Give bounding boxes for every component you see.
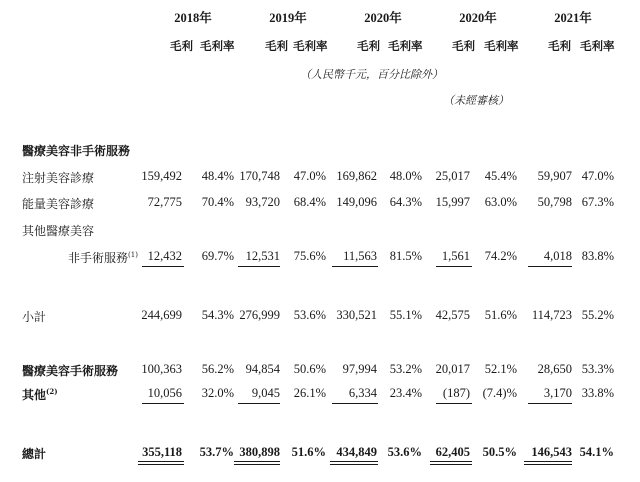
- gross-profit-2020: 434,849: [336, 445, 377, 459]
- gross-profit-2020-interim: (187): [442, 386, 470, 400]
- gross-profit-2021: 146,543: [531, 445, 572, 459]
- section-title-non-surgical: 醫療美容非手術服務: [22, 144, 131, 158]
- gross-margin-2020-interim: 52.1%: [484, 362, 517, 376]
- gross-margin-2020-interim: 74.2%: [484, 249, 517, 263]
- gross-margin-2020-interim: 63.0%: [484, 195, 517, 209]
- gross-margin-2021: 54.1%: [579, 445, 614, 459]
- double-underline-top: [138, 461, 184, 462]
- gross-margin-2020: 55.1%: [389, 308, 422, 322]
- gross-profit-2020-interim: 62,405: [435, 445, 470, 459]
- gross-margin-2019: 68.4%: [293, 195, 326, 209]
- row-label-surgical: 醫療美容手術服務: [22, 364, 119, 378]
- underline: [528, 266, 572, 267]
- row-label-energy: 能量美容診療: [22, 197, 95, 211]
- gross-profit-2020: 97,994: [342, 362, 377, 376]
- gross-profit-2018: 159,492: [141, 169, 182, 183]
- gross-margin-2020-interim: (7.4)%: [482, 386, 517, 400]
- underline: [142, 403, 184, 404]
- gross-margin-2021: 53.3%: [581, 362, 614, 376]
- gross-profit-2021: 28,650: [537, 362, 572, 376]
- double-underline-top: [234, 461, 280, 462]
- gross-profit-2019: 276,999: [239, 308, 280, 322]
- gross-profit-2018: 72,775: [147, 195, 182, 209]
- col-header-gross-margin: 毛利率: [580, 39, 615, 53]
- col-header-gross-margin: 毛利率: [388, 39, 423, 53]
- gross-margin-2020-interim: 51.6%: [484, 308, 517, 322]
- year-header-2020-interim: 2020年: [459, 11, 497, 25]
- gross-margin-2019: 51.6%: [291, 445, 326, 459]
- double-underline-bottom: [234, 464, 280, 465]
- gross-margin-2019: 53.6%: [293, 308, 326, 322]
- col-header-gross-profit: 毛利: [548, 39, 571, 53]
- year-header-2021: 2021年: [554, 11, 592, 25]
- gross-margin-2020: 53.2%: [389, 362, 422, 376]
- gross-profit-2018: 244,699: [141, 308, 182, 322]
- gross-profit-2020: 169,862: [336, 169, 377, 183]
- gross-margin-2021: 47.0%: [581, 169, 614, 183]
- row-label-others: 其他$^{(2)}$: [22, 387, 58, 402]
- gross-profit-2020-interim: 15,997: [435, 195, 470, 209]
- gross-profit-2018: 12,432: [147, 249, 182, 263]
- year-header-2020: 2020年: [364, 11, 402, 25]
- gross-margin-2018: 54.3%: [201, 308, 234, 322]
- gross-profit-2020-interim: 1,561: [441, 249, 470, 263]
- gross-profit-2020: 149,096: [336, 195, 377, 209]
- gross-margin-2018: 56.2%: [201, 362, 234, 376]
- gross-margin-2018: 32.0%: [201, 386, 234, 400]
- gross-margin-2020: 81.5%: [389, 249, 422, 263]
- gross-margin-2018: 48.4%: [201, 169, 234, 183]
- underline: [238, 403, 280, 404]
- double-underline-bottom: [330, 464, 378, 465]
- gross-margin-2019: 47.0%: [293, 169, 326, 183]
- footnote-marker-2: (2): [46, 387, 58, 396]
- underline: [436, 266, 472, 267]
- gross-profit-2019: 93,720: [245, 195, 280, 209]
- col-header-gross-profit: 毛利: [265, 39, 288, 53]
- gross-margin-2018: 53.7%: [199, 445, 234, 459]
- year-header-2018: 2018年: [174, 11, 212, 25]
- unaudited-note: （未經審核）: [443, 94, 509, 107]
- gross-profit-2018: 10,056: [147, 386, 182, 400]
- gross-profit-2019: 12,531: [245, 249, 280, 263]
- underline: [238, 266, 280, 267]
- col-header-gross-margin: 毛利率: [200, 39, 235, 53]
- double-underline-top: [430, 461, 472, 462]
- gross-margin-2019: 50.6%: [293, 362, 326, 376]
- double-underline-bottom: [430, 464, 472, 465]
- gross-margin-2020: 53.6%: [387, 445, 422, 459]
- row-label-other-non-surgical-line2: 非手術服務$^{(1)}$: [68, 251, 138, 265]
- gross-margin-2019: 26.1%: [293, 386, 326, 400]
- gross-profit-2021: 50,798: [537, 195, 572, 209]
- gross-profit-2021: 59,907: [537, 169, 572, 183]
- gross-margin-2021: 55.2%: [581, 308, 614, 322]
- underline: [332, 403, 378, 404]
- gross-profit-2018: 100,363: [141, 362, 182, 376]
- row-label-subtotal: 小計: [22, 310, 47, 324]
- underline: [142, 266, 184, 267]
- gross-margin-2021: 33.8%: [581, 386, 614, 400]
- gross-margin-2021: 83.8%: [581, 249, 614, 263]
- gross-margin-2018: 69.7%: [201, 249, 234, 263]
- footnote-marker-1: (1): [128, 251, 138, 259]
- gross-margin-2020-interim: 50.5%: [482, 445, 517, 459]
- gross-profit-2019: 9,045: [251, 386, 280, 400]
- double-underline-bottom: [524, 464, 572, 465]
- gross-margin-2019: 75.6%: [293, 249, 326, 263]
- gross-margin-2018: 70.4%: [201, 195, 234, 209]
- col-header-gross-profit: 毛利: [452, 39, 475, 53]
- col-header-gross-profit: 毛利: [170, 39, 193, 53]
- gross-profit-2019: 94,854: [245, 362, 280, 376]
- gross-margin-2020: 23.4%: [389, 386, 422, 400]
- double-underline-bottom: [138, 464, 184, 465]
- gross-profit-2020-interim: 25,017: [435, 169, 470, 183]
- gross-margin-2020: 48.0%: [389, 169, 422, 183]
- double-underline-top: [330, 461, 378, 462]
- underline: [528, 403, 572, 404]
- gross-profit-2020: 11,563: [343, 249, 377, 263]
- gross-profit-2021: 114,723: [531, 308, 572, 322]
- gross-margin-2020: 64.3%: [389, 195, 422, 209]
- gross-profit-2020-interim: 42,575: [435, 308, 470, 322]
- gross-profit-2018: 355,118: [142, 445, 182, 459]
- row-label-injection: 注射美容診療: [22, 171, 95, 185]
- gross-profit-2020: 330,521: [336, 308, 377, 322]
- gross-profit-2019: 170,748: [239, 169, 280, 183]
- gross-profit-2020-interim: 20,017: [435, 362, 470, 376]
- unit-note: （人民幣千元，百分比除外）: [300, 68, 443, 81]
- gross-profit-2019: 380,898: [239, 445, 280, 459]
- row-label-other-non-surgical-line1: 其他醫療美容: [22, 224, 95, 238]
- gross-margin-2020-interim: 45.4%: [484, 169, 517, 183]
- year-header-2019: 2019年: [269, 11, 307, 25]
- gross-profit-2021: 3,170: [543, 386, 572, 400]
- gross-profit-2021: 4,018: [543, 249, 572, 263]
- col-header-gross-margin: 毛利率: [293, 39, 328, 53]
- col-header-gross-margin: 毛利率: [484, 39, 519, 53]
- gross-margin-2021: 67.3%: [581, 195, 614, 209]
- gross-profit-2020: 6,334: [348, 386, 377, 400]
- underline: [332, 266, 378, 267]
- col-header-gross-profit: 毛利: [357, 39, 380, 53]
- underline: [436, 403, 472, 404]
- row-label-total: 總計: [22, 447, 47, 461]
- double-underline-top: [524, 461, 572, 462]
